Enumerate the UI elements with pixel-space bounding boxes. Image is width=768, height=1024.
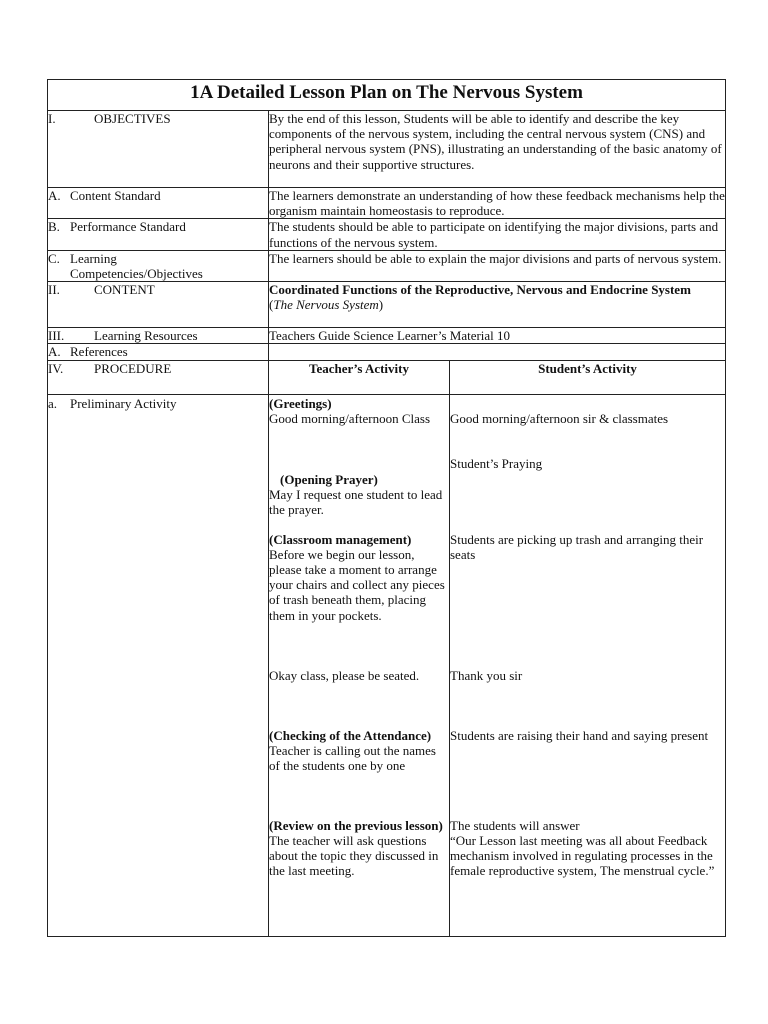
content-standard-row [48,188,726,219]
prayer-text: May I request one student to lead the prayer. [269,486,443,518]
teacher-activity-cell [269,394,450,936]
greetings-text: Good morning/afternoon Class [269,410,431,426]
review-student-line2: “Our Lesson last meeting was all about Feedback mechanism involved in regulating processes in the female reproductive system, The menstrual cycle.” [450,832,715,879]
performance-standard-text: The students should be able to participate on identifying the major divisions, parts and functions of the nervous system. [269,219,726,250]
review-student-line1: The students will answer [450,817,580,833]
content-standard-label: Content Standard [70,188,161,203]
objectives-text: By the end of this lesson, Students will be able to identify and describe the key components of the nervous system, including the central nervous system (CNS) and peripheral nervous system (PNS), illustrating an understanding of the basic anatomy of neurons and their supportive structures. [269,111,726,188]
objectives-label: OBJECTIVES [94,111,171,126]
attendance-student-response: Students are raising their hand and saying present [450,727,709,743]
competencies-text: The learners should be able to explain the major divisions and parts of nervous system. [269,250,726,281]
seated-block [269,668,449,728]
prayer-block [269,472,449,532]
content-paren-open: ( [269,297,274,313]
content-paren-close: ) [378,297,384,313]
preliminary-label: Preliminary Activity [70,395,177,411]
resources-text: Teachers Guide Science Learner’s Material 10 [269,328,726,344]
content-label-cell [48,282,269,328]
resources-label: Learning Resources [94,328,198,344]
attendance-block [269,728,449,818]
references-value [269,344,726,360]
review-heading: (Review on the previous lesson) [269,817,443,833]
references-label-cell [48,344,269,360]
competencies-label-line1: Learning [70,250,117,266]
procedure-number: IV. [48,360,64,376]
review-student-response [450,818,725,879]
references-label: References [70,344,128,360]
greetings-student-response: Good morning/afternoon sir & classmates [450,410,669,426]
competencies-number: C. [48,250,60,266]
content-subtopic-title: The Nervous System [273,297,379,313]
performance-standard-number: B. [48,219,60,235]
resources-row [48,328,726,344]
seated-text: Okay class, please be seated. [269,667,420,683]
attendance-text: Teacher is calling out the names of the students one by one [269,742,436,774]
content-topic: Coordinated Functions of the Reproductive, Nervous and Endocrine System [269,282,691,298]
content-number: II. [48,282,60,298]
procedure-label-cell [48,360,269,394]
objectives-number: I. [48,111,56,126]
document-title: 1A Detailed Lesson Plan on The Nervous System [48,80,726,111]
resources-label-cell [48,328,269,344]
prayer-student-response: Student’s Praying [450,455,543,471]
student-activity-header: Student’s Activity [450,360,726,394]
content-cell [269,282,726,328]
content-standard-number: A. [48,188,61,203]
performance-standard-label-cell [48,219,269,250]
references-row [48,344,726,360]
competencies-label-line2: Competencies/Objectives [70,266,203,282]
lesson-plan-table [47,79,726,937]
performance-standard-label: Performance Standard [70,219,186,235]
attendance-heading: (Checking of the Attendance) [269,727,432,743]
objectives-label-cell [48,111,269,188]
competencies-row [48,250,726,281]
preliminary-activity-row [48,394,726,936]
teacher-activity-header: Teacher’s Activity [269,360,450,394]
prayer-heading: (Opening Prayer) [280,471,378,487]
greetings-heading: (Greetings) [269,395,332,411]
content-label: CONTENT [94,282,155,298]
content-subtopic [269,297,725,312]
review-text: The teacher will ask questions about the topic they discussed in the last meeting. [269,832,439,879]
title-row [48,80,726,111]
classroom-management-text: Before we begin our lesson, please take a moment to arrange your chairs and collect any pieces of trash beneath them, placing them in your pockets. [269,546,445,623]
resources-number: III. [48,328,65,344]
classroom-management-heading: (Classroom management) [269,531,412,547]
classroom-management-block [269,532,449,668]
references-number: A. [48,344,61,360]
procedure-header-row [48,360,726,394]
review-block [269,818,449,879]
preliminary-number: a. [48,395,58,411]
preliminary-label-cell [48,394,269,936]
greetings-block [269,396,449,472]
objectives-row [48,111,726,188]
content-standard-text: The learners demonstrate an understanding of how these feedback mechanisms help the organism maintain homeostasis to reproduce. [269,188,725,219]
seated-student-response: Thank you sir [450,667,523,683]
competencies-label-cell [48,250,269,281]
student-activity-cell [450,394,726,936]
procedure-label: PROCEDURE [94,360,172,376]
classroom-management-student-response: Students are picking up trash and arranging their seats [450,531,704,562]
performance-standard-row [48,219,726,250]
content-standard-label-cell [48,188,269,219]
content-row [48,282,726,328]
